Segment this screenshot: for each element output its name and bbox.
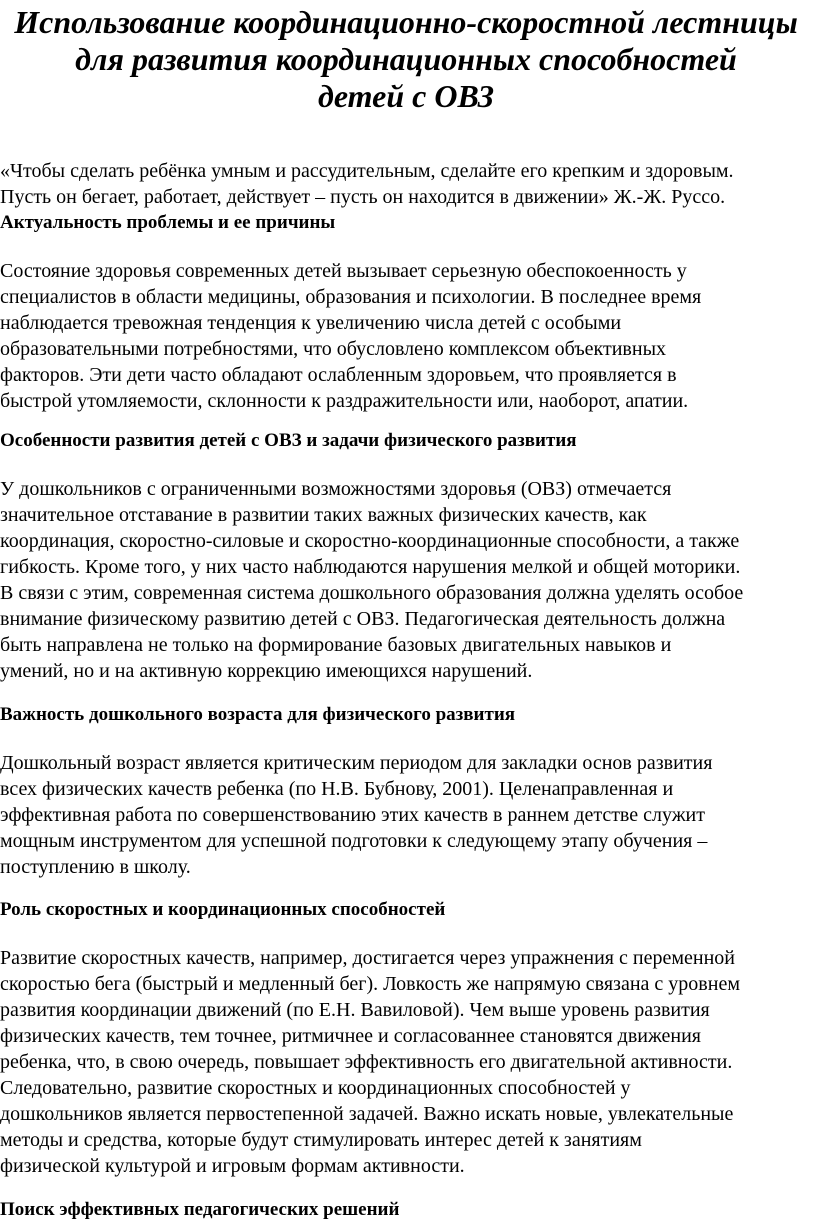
paragraph-line: Дошкольный возраст является критическим периодом для закладки основ развития (0, 752, 713, 774)
paragraph-line: координация, скоростно-силовые и скоростно-координационные способности, а также (0, 530, 740, 552)
paragraph-line: мощным инструментом для успешной подготовки к следующему этапу обучения – (0, 830, 708, 852)
paragraph-line: физической культурой и игровым формам активности. (0, 1155, 465, 1177)
section-heading-pedagogical-solutions: Поиск эффективных педагогических решений (0, 1199, 400, 1220)
paragraph-line: методы и средства, которые будут стимулировать интерес детей к занятиям (0, 1129, 642, 1151)
paragraph-line: быстрой утомляемости, склонности к раздражительности или, наоборот, апатии. (0, 390, 689, 412)
paragraph-line: скоростью бега (быстрый и медленный бег). Ловкость же напрямую связана с уровнем (0, 973, 740, 995)
section-heading-relevance: Актуальность проблемы и ее причины (0, 212, 336, 233)
paragraph-line: значительное отставание в развитии таких важных физических качеств, как (0, 504, 647, 526)
section-paragraph-preschool-age (0, 750, 812, 880)
paragraph-line: гибкость. Кроме того, у них часто наблюдаются нарушения мелкой и общей моторики. (0, 556, 741, 578)
paragraph-line: физических качеств, тем точнее, ритмичнее и согласованнее становятся движения (0, 1025, 702, 1047)
paragraph-line: факторов. Эти дети часто обладают ослабленным здоровьем, что проявляется в (0, 364, 677, 386)
paragraph-line: дошкольников является первостепенной задачей. Важно искать новые, увлекательные (0, 1103, 734, 1125)
paragraph-line: Развитие скоростных качеств, например, достигается через упражнения с переменной (0, 947, 735, 969)
paragraph-line: быть направлена не только на формирование базовых двигательных навыков и (0, 634, 672, 656)
paragraph-line: умений, но и на активную коррекцию имеющихся нарушений. (0, 660, 533, 682)
quote-line: Пусть он бегает, работает, действует – пусть он находится в движении» Ж.-Ж. Руссо. (0, 186, 726, 208)
title-line: детей с ОВЗ (318, 78, 494, 114)
epigraph-quote (0, 158, 812, 210)
paragraph-line: внимание физическому развитию детей с ОВЗ. Педагогическая деятельность должна (0, 608, 726, 630)
paragraph-line: эффективная работа по совершенствованию этих качеств в раннем детстве служит (0, 804, 705, 826)
paragraph-line: Следовательно, развитие скоростных и координационных способностей у (0, 1077, 631, 1099)
paragraph-line: поступлению в школу. (0, 856, 191, 878)
paragraph-line: ребенка, что, в свою очередь, повышает эффективность его двигательной активности. (0, 1051, 733, 1073)
section-paragraph-relevance (0, 258, 812, 414)
section-heading-speed-coordination: Роль скоростных и координационных способностей (0, 899, 446, 920)
paragraph-line: специалистов в области медицины, образования и психологии. В последнее время (0, 286, 702, 308)
paragraph-line: образовательными потребностями, что обусловлено комплексом объективных (0, 338, 667, 360)
section-paragraph-speed-coordination (0, 945, 812, 1179)
paragraph-line: Состояние здоровья современных детей вызывает серьезную обеспокоенность у (0, 260, 687, 282)
section-heading-preschool-age: Важность дошкольного возраста для физического развития (0, 704, 516, 725)
title-line: для развития координационных способностей (75, 41, 737, 77)
title-line: Использование координационно-скоростной лестницы (14, 4, 798, 40)
paragraph-line: развития координации движений (по Е.Н. Вавиловой). Чем выше уровень развития (0, 999, 710, 1021)
quote-line: «Чтобы сделать ребёнка умным и рассудительным, сделайте его крепким и здоровым. (0, 160, 734, 182)
section-paragraph-development-features (0, 476, 812, 684)
document-title (0, 0, 812, 115)
paragraph-line: У дошкольников с ограниченными возможностями здоровья (ОВЗ) отмечается (0, 478, 672, 500)
paragraph-line: всех физических качеств ребенка (по Н.В. Бубнову, 2001). Целенаправленная и (0, 778, 674, 800)
section-heading-development-features: Особенности развития детей с ОВЗ и задачи физического развития (0, 430, 577, 451)
paragraph-line: наблюдается тревожная тенденция к увеличению числа детей с особыми (0, 312, 622, 334)
paragraph-line: В связи с этим, современная система дошкольного образования должна уделять особое (0, 582, 744, 604)
